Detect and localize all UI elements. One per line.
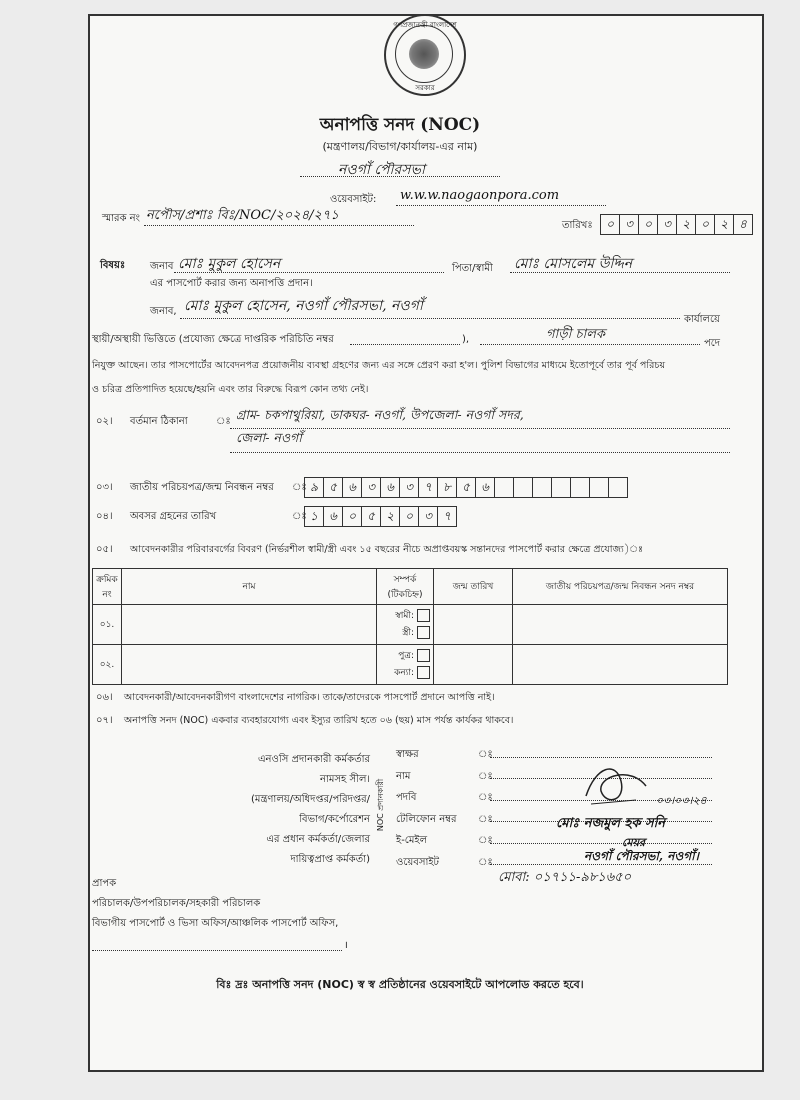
row-relation-cell	[377, 605, 434, 645]
item-05-label: আবেদনকারীর পরিবারবর্গের বিবরণ (নির্ভরশীল স্বামী/স্ত্রী এবং ১৫ বছরের নীচে অপ্রাপ্তবয়স্ক সন্তানদের পাসপোর্ট করার ক্ষেত্রে প্রযোজ্য)ঃ	[130, 544, 644, 555]
address-line2: জেলা- নওগাঁ	[236, 430, 302, 445]
body-name-line	[180, 318, 680, 319]
officer-left-line: এর প্রধান কর্মকর্তা/জেলার	[266, 834, 370, 845]
item-06-text: আবেদনকারী/আবেদনকারীগণ বাংলাদেশের নাগরিক। তাকে/তাদেরকে পাসপোর্ট প্রদানে আপত্তি নাই।	[124, 692, 495, 703]
date-boxes	[600, 214, 752, 235]
nid-boxes	[304, 477, 627, 498]
relation-label: পুত্র:	[398, 650, 414, 661]
perm-close: ),	[462, 334, 470, 345]
body-name-office: মোঃ মুকুল হোসেন, নওগাঁ পৌরসভা, নওগাঁ	[184, 298, 423, 314]
retirement-digit-box[interactable]: ৫	[361, 506, 381, 527]
field-name: নাম	[396, 770, 411, 782]
retirement-digit-box[interactable]: ০	[342, 506, 362, 527]
nid-digit-box[interactable]: ৩	[361, 477, 381, 498]
checkbox[interactable]	[417, 626, 430, 639]
retirement-digit-box[interactable]: ৩	[418, 506, 438, 527]
retirement-digit-box[interactable]: ২	[380, 506, 400, 527]
address-line2-rule	[230, 452, 730, 453]
item-05-num: ০৫।	[96, 544, 113, 555]
item-03-label: জাতীয় পরিচয়পত্র/জন্ম নিবন্ধন নম্বর	[130, 482, 274, 493]
item-06-num: ০৬।	[96, 692, 113, 703]
address-line1-rule	[230, 428, 730, 429]
date-digit-box[interactable]: ৩	[619, 214, 639, 235]
website-value: w.w.w.naogaonpora.com	[400, 188, 560, 203]
recipient-line2: বিভাগীয় পাসপোর্ট ও ভিসা অফিস/আঞ্চলিক পাসপোর্ট অফিস,	[92, 918, 339, 929]
address-line1: গ্রাম- চকপাথুরিয়া, ডাকঘর- নওগাঁ, উপজেলা- নওগাঁ সদর,	[236, 407, 524, 422]
designation-suffix: পদে	[704, 338, 721, 349]
nid-digit-box[interactable]	[551, 477, 571, 498]
seal-bottom-text: সরকার	[415, 84, 435, 92]
retirement-digit-box[interactable]: ০	[399, 506, 419, 527]
date-digit-box[interactable]: ৪	[733, 214, 753, 235]
document-page	[88, 14, 764, 1072]
checkbox[interactable]	[417, 609, 430, 622]
father-name-line	[510, 272, 730, 273]
stamp-title: মেয়র	[622, 836, 646, 849]
retirement-digit-box[interactable]: ৭	[437, 506, 457, 527]
recipient-line3-end: ।	[344, 940, 348, 951]
officer-fields	[396, 744, 457, 873]
subject-name: মোঃ মুকুল হোসেন	[178, 256, 281, 272]
date-digit-box[interactable]: ২	[714, 214, 734, 235]
date-digit-box[interactable]: ০	[600, 214, 620, 235]
retirement-digit-box[interactable]: ১	[304, 506, 324, 527]
table-row	[93, 605, 728, 645]
nid-digit-box[interactable]	[570, 477, 590, 498]
table-row	[93, 645, 728, 685]
recipient-line3	[92, 950, 342, 951]
officer-colons: ঃ ঃ ঃ ঃ ঃ ঃ	[478, 749, 493, 868]
subject-label: বিষয়ঃ	[100, 260, 126, 271]
family-table-header	[93, 569, 728, 605]
relation-label: স্ত্রী:	[402, 627, 414, 638]
memo-line	[144, 225, 414, 226]
date-label: তারিখঃ	[562, 220, 593, 231]
item-07-text: অনাপত্তি সনদ (NOC) একবার ব্যবহারযোগ্য এবং ইস্যুর তারিখ হতে ০৬ (ছয়) মাস পর্যন্ত কার্যকর থাকবে।	[124, 715, 514, 726]
nid-digit-box[interactable]: ৭	[418, 477, 438, 498]
footnote: বিঃ দ্রঃ অনাপত্তি সনদ (NOC) স্ব স্ব প্রতিষ্ঠানের ওয়েবসাইটে আপলোড করতে হবে।	[216, 978, 584, 991]
office-name: নওগাঁ পৌরসভা	[338, 162, 425, 178]
recipient-line1: পরিচালক/উপপরিচালক/সহকারী পরিচালক	[92, 898, 261, 909]
officer-left-line: নামসহ সীল।	[320, 774, 370, 785]
item-02-num: ০২।	[96, 416, 113, 427]
nid-digit-box[interactable]: ৯	[304, 477, 324, 498]
date-digit-box[interactable]: ০	[638, 214, 658, 235]
item-04-label: অবসর গ্রহনের তারিখ	[130, 511, 217, 522]
field-designation: পদবি	[396, 792, 417, 803]
nid-digit-box[interactable]: ৮	[437, 477, 457, 498]
header-nid: জাতীয় পরিচয়পত্র/জন্ম নিবন্ধন সনদ নম্বর	[513, 569, 728, 605]
government-seal	[384, 14, 466, 96]
signature-date: ০৩।০৩।২৪	[656, 794, 707, 807]
website-line	[396, 205, 606, 206]
vertical-label: NOC প্রদানকারী	[376, 778, 385, 832]
nid-digit-box[interactable]: ৬	[475, 477, 495, 498]
item-04-colon: ঃ	[292, 511, 307, 522]
designation: গাড়ী চালক	[546, 327, 605, 342]
row-name-cell	[122, 645, 377, 685]
father-name: মোঃ মোসলেম উদ্দিন	[514, 256, 633, 272]
office-name-line	[300, 176, 500, 177]
nid-digit-box[interactable]: ৫	[323, 477, 343, 498]
row-serial: ০২.	[93, 645, 122, 685]
stamp-org: নওগাঁ পৌরসভা, নওগাঁ।	[584, 849, 699, 863]
date-digit-box[interactable]: ০	[695, 214, 715, 235]
field-signature: স্বাক্ষর	[396, 749, 419, 760]
body-para1: নিযুক্ত আছেন। তার পাসপোর্টের আবেদনপত্র প্রয়োজনীয় ব্যবস্থা গ্রহণের জন্য এর সঙ্গে প্রেরণ করা হ'ল। পুলিশ বিভাগের মাধ্যমে ইতোপূর্বে তার পূর্ব পরিচয়	[92, 360, 666, 371]
field-phone: টেলিফোন নম্বর	[396, 813, 457, 825]
body-prefix: জনাব,	[150, 306, 177, 317]
relation-label: কন্যা:	[394, 667, 414, 678]
nid-digit-box[interactable]	[513, 477, 533, 498]
father-label: পিতা/স্বামী	[452, 263, 493, 274]
memo-value: নপৌস/প্রশাঃ বিঃ/NOC/২০২৪/২৭১	[146, 208, 339, 223]
page-title: অনাপত্তি সনদ (NOC)	[319, 115, 481, 135]
designation-line	[480, 344, 700, 345]
office-suffix: কার্যালয়ে	[684, 314, 720, 325]
field-website: ওয়েবসাইট	[396, 856, 439, 868]
row-dob-cell	[434, 645, 513, 685]
subject-prefix: জনাব	[150, 261, 174, 272]
officer-left-block	[220, 750, 370, 870]
item-03-num: ০৩।	[96, 482, 113, 493]
row-dob-cell	[434, 605, 513, 645]
memo-label: স্মারক নং	[102, 213, 140, 224]
officer-left-line: দায়িত্বপ্রাপ্ত কর্মকর্তা)	[290, 854, 370, 865]
header-serial: ক্রমিক নং	[93, 569, 122, 605]
nid-digit-box[interactable]: ৬	[342, 477, 362, 498]
header-name: নাম	[122, 569, 377, 605]
perm-text: স্থায়ী/অস্থায়ী ভিত্তিতে (প্রযোজ্য ক্ষেত্রে দাপ্তরিক পরিচিতি নম্বর	[92, 334, 334, 345]
row-relation-cell	[377, 645, 434, 685]
subject-line2: এর পাসপোর্ট করার জন্য অনাপত্তি প্রদান।	[150, 278, 313, 289]
item-03-colon: ঃ	[292, 482, 307, 493]
nid-digit-box[interactable]	[532, 477, 552, 498]
retirement-digit-box[interactable]: ৬	[323, 506, 343, 527]
subject-name-line	[174, 272, 444, 273]
nid-digit-box[interactable]: ৩	[399, 477, 419, 498]
date-digit-box[interactable]: ২	[676, 214, 696, 235]
field-line	[490, 843, 712, 844]
header-relation: সম্পর্ক (টিকচিহ্ন)	[377, 569, 434, 605]
page-subtitle: (মন্ত্রণালয়/বিভাগ/কার্যালয়-এর নাম)	[322, 140, 478, 153]
relation-label: স্বামী:	[395, 610, 414, 621]
nid-digit-box[interactable]	[608, 477, 628, 498]
website-label: ওয়েবসাইট:	[330, 194, 377, 205]
stamp-name: মোঃ নজমুল হক সনি	[556, 816, 666, 831]
item-02-colon: ঃ	[216, 416, 231, 427]
officer-left-line: বিভাগ/কর্পোরেশন	[299, 814, 370, 825]
field-email: ই-মেইল	[396, 835, 428, 846]
perm-number-line	[350, 344, 460, 345]
header-dob: জন্ম তারিখ	[434, 569, 513, 605]
mobile-number: মোবা: ০১৭১১-৯৮১৬৫০	[498, 870, 632, 885]
item-04-num: ০৪।	[96, 511, 113, 522]
row-nid-cell	[513, 605, 728, 645]
recipient-label: প্রাপক	[92, 878, 117, 889]
officer-left-line: এনওসি প্রদানকারী কর্মকর্তার	[257, 754, 370, 765]
row-name-cell	[122, 605, 377, 645]
nid-digit-box[interactable]	[589, 477, 609, 498]
nid-digit-box[interactable]	[494, 477, 514, 498]
row-nid-cell	[513, 645, 728, 685]
date-digit-box[interactable]: ৩	[657, 214, 677, 235]
checkbox[interactable]	[417, 666, 430, 679]
checkbox[interactable]	[417, 649, 430, 662]
seal-top-text: গণপ্রজাতন্ত্রী বাংলাদেশ	[393, 21, 457, 29]
nid-digit-box[interactable]: ৫	[456, 477, 476, 498]
body-para2: ও চরিত্র প্রতিপাদিত হয়েছে/হয়নি এবং তার বিরুদ্ধে বিরূপ কোন তথ্য নেই।	[92, 384, 369, 395]
item-02-label: বর্তমান ঠিকানা	[130, 416, 188, 427]
officer-left-line: (মন্ত্রণালয়/অধিদপ্তর/পরিদপ্তর/	[250, 794, 370, 805]
item-07-num: ০৭।	[96, 715, 113, 726]
row-serial: ০১.	[93, 605, 122, 645]
family-table	[92, 568, 728, 685]
nid-digit-box[interactable]: ৬	[380, 477, 400, 498]
retirement-date-boxes	[304, 506, 456, 527]
signature-scribble	[576, 756, 656, 816]
